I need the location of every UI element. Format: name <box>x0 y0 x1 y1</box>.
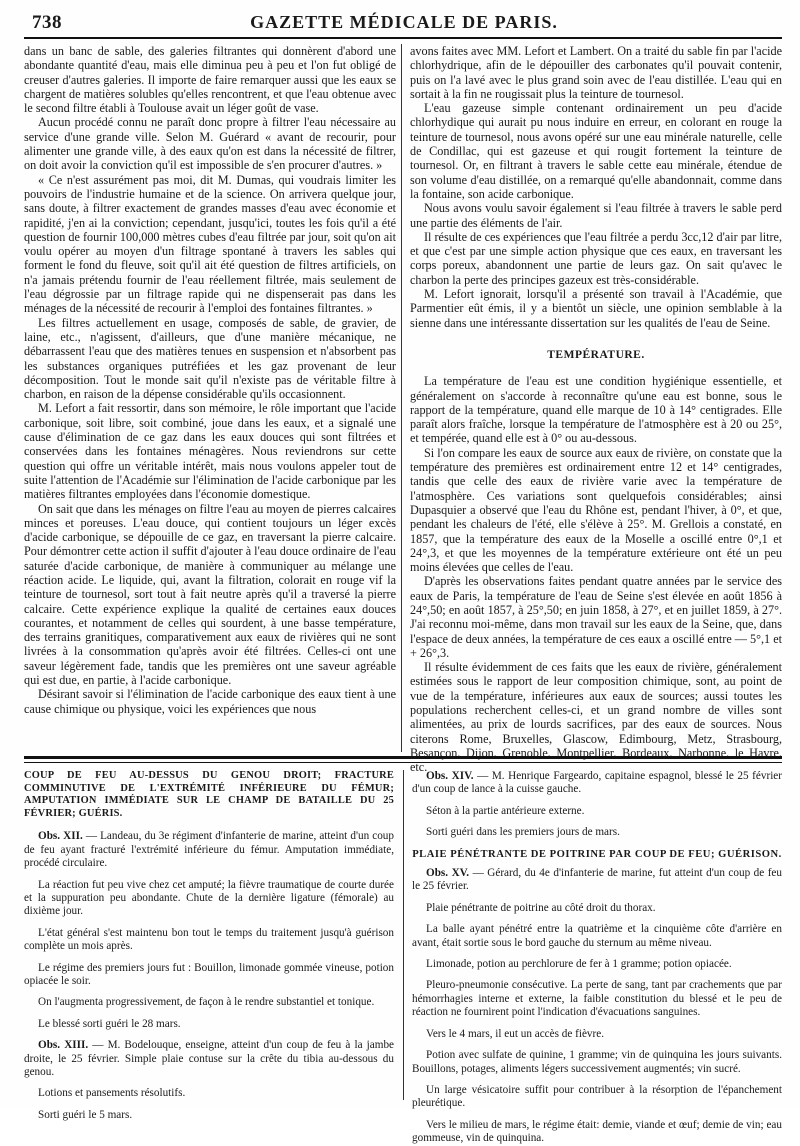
header-rule <box>24 37 782 39</box>
journal-title: GAZETTE MÉDICALE DE PARIS. <box>250 12 558 32</box>
thick-rule <box>24 756 782 759</box>
paragraph: avons faites avec MM. Lefort et Lambert. On a traité du sable fin par l'acide chlorhydrique, afin de le dépouiller des carbonates qu'il pouvait contenir, puis on l'a lavé avec le plus grand soin avec de l'eau distillée. L'eau qui en sortait à la fin ne rougissait plus la teinture de tournesol. <box>410 44 782 101</box>
observation-text: Un large vésicatoire suffit pour contribuer à la résorption de l'épanchement pleurétique. <box>412 1083 782 1110</box>
observation-label: Obs. XIV. <box>426 770 474 782</box>
paragraph: L'eau gazeuse simple contenant ordinairement un peu d'acide chlorhydique qui aurait pu nous induire en erreur, en colorant en rouge la teinture de tournesol, nous avons opéré sur une eau minérale naturelle, celle de Condillac, qui est gazeuse et qui rougit fortement la teinture de tournesol. Or, en filtrant à travers le sable cette eau minérale, étendue de son volume d'eau distillée, on a remarqué qu'elle abandonnait, comme dans la fontaine, son acide carbonique. <box>410 101 782 201</box>
paragraph: On sait que dans les ménages on filtre l'eau au moyen de pierres calcaires minces et poreuses. L'eau douce, qui contient toujours un léger excès d'acide carbonique, se dépouille de ce gaz, en traversant la pierre calcaire. Pour démontrer cette action il suffit d'ajouter à l'eau douce ordinaire de l'eau saturée d'acide carbonique, de manière à communiquer au mélange une réaction acide. Le liquide, qui, avant la filtration, colorait en rouge vif la teinture de tournesol, sort tout à fait neutre après qu'il a traversé la pierre calcaire. Cette expérience explique la qualité de certaines eaux douces courantes, et notamment de celles qui sourdent, à une basse température, des terrains granitiques, comparativement aux eaux de rivières qui ne sont livrées à la consommation qu'après avoir été filtrées. Celles-ci ont une saveur légèrement fade, tandis que les premières ont une saveur agréable qui est due, en partie, à l'acide carbonique. <box>24 501 396 688</box>
page-number: 738 <box>32 12 62 33</box>
case-paragraph <box>24 962 394 989</box>
paragraph: Nous avons voulu savoir également si l'eau filtrée à travers le sable perd une partie des éléments de l'air. <box>410 201 782 230</box>
case-paragraph <box>24 879 394 919</box>
observation-text: Séton à la partie antérieure externe. <box>426 804 585 817</box>
paragraph: Désirant savoir si l'élimination de l'acide carbonique des eaux tient à une cause chimique ou physique, voici les expériences que nous <box>24 687 396 716</box>
case-heading: COUP DE FEU AU-DESSUS DU GENOU DROIT; FRACTURE COMMINUTIVE DE L'EXTRÉMITÉ INFÉRIEURE DU FÉMUR; AMPUTATION IMMÉDIATE SUR LE CHAMP DE BATAILLE DU 25 FÉVRIER; GUÉRIS. <box>24 770 394 819</box>
observation-text: Le blessé sorti guéri le 28 mars. <box>38 1017 181 1030</box>
paragraph: D'après les observations faites pendant quatre années par le service des eaux de Paris, la température de l'eau de Seine s'est élevée en août 1856 à 24°,50; en août 1857, à 25°,50; en juin 1858, à 27°, et en juillet 1859, à 27°. J'ai reconnu moi-même, dans mon travail sur les eaux de la Seine, que, dans l'espace de deux années, la température de ces eaux a oscillé entre — 5°,1 et + 26°,3. <box>410 574 782 660</box>
section-heading-temperature: TEMPÉRATURE. <box>547 348 645 361</box>
case-paragraph <box>24 996 394 1009</box>
observation-text: Limonade, potion au perchlorure de fer à 1 gramme; potion opiacée. <box>426 958 732 971</box>
observation-text: L'état général s'est maintenu bon tout le temps du traitement jusqu'à guérison complète un mois après. <box>24 926 394 953</box>
observation-text: — Gérard, du 4e d'infanterie de marine, fut atteint d'un coup de feu le 25 février. <box>412 867 782 893</box>
case-paragraph <box>412 1028 782 1041</box>
case-paragraph <box>24 1018 394 1031</box>
paragraph: M. Lefort a fait ressortir, dans son mémoire, le rôle important que l'acide carbonique, soit libre, soit combiné, joue dans les eaux, et a signalé une cause d'élimination de ce gaz dans les eaux douces qui sont filtrées et conservées dans les fontaines ménagères. Nous reviendrons sur cette question qui offre un véritable intérêt, mais nous voulons appeler tout de suite l'attention de l'Académie sur l'élimination de l'acide carbonique par les matières filtrantes employées dans l'économie domestique. <box>24 401 396 502</box>
observation-text: — M. Bodelouque, enseigne, atteint d'un coup de feu à la jambe droite, le 25 février. Simple plaie contuse sur la crête du tibia au-dessous du genou. <box>24 1039 395 1079</box>
column-divider <box>401 44 402 752</box>
page-header <box>28 10 780 38</box>
paragraph: Il résulte évidemment de ces faits que les eaux de rivière, généralement estimées sous le rapport de leur composition chimique, sont, au point de vue de la température, inférieures aux eaux de sources; aussi toutes les populations recherchent celles-ci, et un grand nombre de villes sont alimentées, au prix de lourds sacrifices, par des eaux de sources. Nous citerons Rome, Bruxelles, Glascow, Edimbourg, Metz, Strasbourg, Besançon, Dijon, Grenoble, Montpellier, Bordeaux, Narbonne, le Havre, etc. <box>410 660 782 775</box>
observation-text: Le régime des premiers jours fut : Bouillon, limonade gommée vineuse, potion opiacée le soir. <box>24 961 394 988</box>
case-paragraph <box>24 927 394 954</box>
observation-text: — Landeau, du 3e régiment d'infanterie de marine, atteint d'un coup de feu ayant fracturé l'extrémité inférieure du fémur. Amputation immédiate, procédé circulaire. <box>24 830 394 870</box>
case-paragraphs <box>412 770 782 840</box>
article-column-left <box>24 44 396 754</box>
case-paragraph <box>24 830 394 870</box>
observation-text: Sorti guéri dans les premiers jours de mars. <box>426 826 620 839</box>
main-article <box>24 44 782 775</box>
thin-rule <box>24 762 782 763</box>
case-paragraph <box>412 902 782 915</box>
observation-text: — M. Henrique Fargeardo, capitaine espagnol, blessé le 25 février d'un coup de lance à la cuisse gauche. <box>412 770 782 796</box>
case-paragraph <box>412 1049 782 1076</box>
observation-label: Obs. XII. <box>38 830 83 843</box>
paragraph: Les filtres actuellement en usage, composés de sable, de gravier, de laine, etc., n'agissent, d'ailleurs, que d'une manière mécanique, ne débarrassent l'eau que des matières tenues en suspension et n'absorbent pas les substances organiques putréfiées et les gaz provenant de leur décomposition. Tout le monde sait qu'il n'existe pas de véritable filtre à charbon, en raison de la dépense considérable qu'ils occasionnent. <box>24 315 396 402</box>
observation-text: Vers le 4 mars, il eut un accès de fièvre. <box>426 1027 604 1040</box>
observation-text: Plaie pénétrante de poitrine au côté droit du thorax. <box>426 901 656 914</box>
observation-label: Obs. XV. <box>426 867 470 880</box>
paragraph: Si l'on compare les eaux de source aux eaux de rivière, on constate que la température des premières est ordinairement entre 12 et 14° centigrades, tandis que celle des eaux de rivière varie avec la température de l'atmosphère. Ces variations sont quelquefois considérables; ainsi Dupasquier a observé que l'eau du Rhône est, pendant l'hiver, à 0°, et que, pendant les chaleurs de l'été, elle s'élève à 25°. M. Grellois a constaté, en 1857, que la température des eaux de la Moselle a oscillé entre 0°,1 et 24°,3, et que les moyennes de la température extérieure ont été un peu moins élevées que celles de l'eau. <box>410 445 782 575</box>
paragraph: La température de l'eau est une condition hygiénique essentielle, et généralement on s'accorde à reconnaître qu'une eau est bonne, sous le rapport de la température, quand elle marque de 10 à 14° centigrades. Elle paraît alors fraîche, lorsque la température de l'atmosphère est à 20 ou 25°, et tempérée, quand elle est à 0° ou au-dessous. <box>410 374 782 446</box>
paragraph: « Ce n'est assurément pas moi, dit M. Dumas, qui voudrais limiter les pouvoirs de l'industrie humaine et de la science. On arrivera quelque jour, sans doute, à filtrer exactement de grandes masses d'eau avec économie et rapidité, j'en ai la conviction; cependant, jusqu'ici, toutes les fois qu'il a été question de fournir 100,000 mètres cubes d'eau filtrée par jour, soit qu'on ait voulu opérer au moyen d'un filtrage spontané à travers les sables qui forment le fond du fleuve, soit qu'il ait été question de filtres artificiels, on n'a jamais prétendu fournir de l'eau réellement filtrée, mais seulement de l'eau dégrossie par un filtrage rapide qui ne dispenserait pas dans les ménages de la nécessité de recourir à l'emploi des fontaines filtrantes. » <box>24 172 396 316</box>
case-paragraph <box>24 1039 394 1079</box>
section-heading-chest-wound: PLAIE PÉNÉTRANTE DE POITRINE PAR COUP DE FEU; GUÉRISON. <box>412 848 782 860</box>
case-paragraph <box>24 1109 394 1122</box>
observation-text: Vers le milieu de mars, le régime était: demie, viande et œuf; demie de vin; eau gommeuse, vin de quinquina. <box>412 1118 782 1145</box>
case-paragraph <box>412 1119 782 1146</box>
observation-label: Obs. XIII. <box>38 1039 89 1052</box>
case-column-left <box>24 770 395 1121</box>
observation-text: Pleuro-pneumonie consécutive. La perte de sang, tant par crachements que par hémorrhagies interne et externe, la faible constitution du blessé et le peu de réaction ne fournirent point l'indication d'évacuations sanguines. <box>412 979 782 1019</box>
paragraph: dans un banc de sable, des galeries filtrantes qui donnèrent d'abord une abondante quantité d'eau, mais elle diminua peu à peu et l'on fut obligé de creuser d'autres galeries. Il importe de faire remarquer aussi que les eaux se chargent de matières solubles qu'elles rencontrent, et que l'eau obtenue avec le second filtre établi à Toulouse avait un léger goût de vase. <box>24 44 396 116</box>
case-paragraphs <box>24 830 394 1122</box>
case-paragraph <box>24 1087 394 1100</box>
observation-text: La réaction fut peu vive chez cet amputé; la fièvre traumatique de courte durée et la suppuration peu abondante. Chute de la dernière ligature (fémorale) au dixième jour. <box>24 878 394 918</box>
observation-text: On l'augmenta progressivement, de façon à le rendre substantiel et tonique. <box>38 996 375 1009</box>
case-paragraph <box>412 867 782 894</box>
paragraph: Aucun procédé connu ne paraît donc propre à filtrer l'eau nécessaire au service d'une grande ville. Selon M. Guérard « avant de recourir, pour alimenter une grande ville, à des eaux qu'on est dans la nécessité de filtrer, on doit avoir la conviction qu'il est impossible de s'en procurer d'autres. » <box>24 115 396 173</box>
case-column-right <box>412 770 782 1145</box>
observation-text: Sorti guéri le 5 mars. <box>38 1108 133 1121</box>
case-paragraph <box>412 826 782 839</box>
case-paragraph <box>412 770 782 797</box>
observation-text: Lotions et pansements résolutifs. <box>38 1087 186 1100</box>
paragraph: M. Lefort ignorait, lorsqu'il a présenté son travail à l'Académie, que Parmentier eût émis, il y a bientôt un siècle, une opinion semblable à la sienne dans une intéressante dissertation sur les qualités de l'eau de Seine. <box>410 287 782 330</box>
paragraph: Il résulte de ces expériences que l'eau filtrée a perdu 3cc,12 d'air par litre, et que c'est par une simple action physique que ces eaux, en traversant les corps poreux, abandonnent une partie de leurs gaz. On sait qu'avec le charbon la perte des principes gazeux est très-considérable. <box>410 229 782 287</box>
observation-text: Potion avec sulfate de quinine, 1 gramme; vin de quinquina les jours suivants. Bouillons, potages, aliments légers successivement augmentés; vin sucré. <box>412 1049 782 1075</box>
column-divider <box>403 770 404 1100</box>
case-paragraph <box>412 1084 782 1111</box>
observation-text: La balle ayant pénétré entre la quatrième et la cinquième côte d'arrière en avant, était sortie sous le bord gauche du sternum au même niveau. <box>412 923 782 949</box>
article-column-right <box>410 44 782 775</box>
case-paragraph <box>412 979 782 1019</box>
case-paragraphs <box>412 867 782 1146</box>
case-paragraph <box>412 923 782 950</box>
case-paragraph <box>412 958 782 971</box>
case-paragraph <box>412 805 782 818</box>
